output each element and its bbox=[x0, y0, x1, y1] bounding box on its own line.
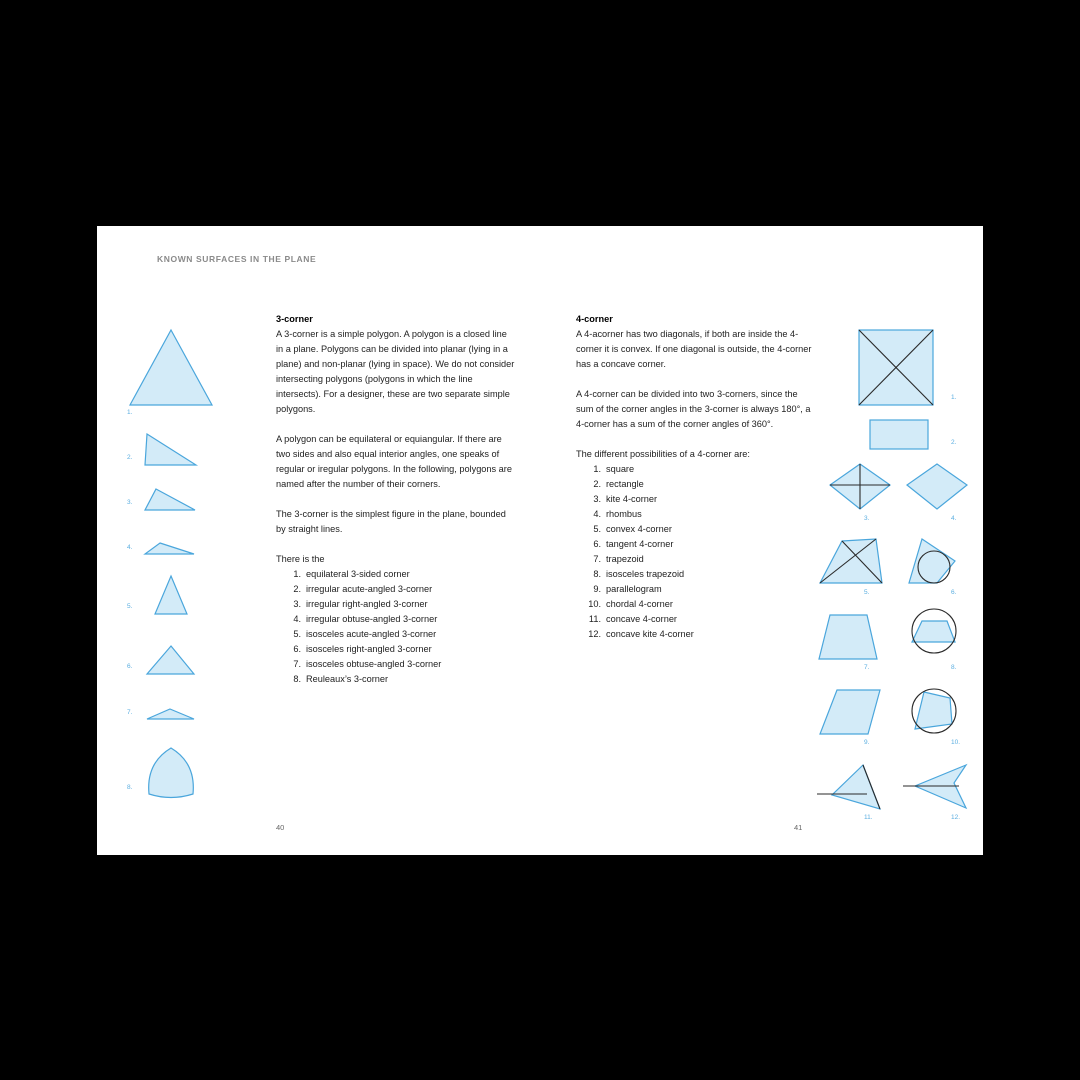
paragraph: A 4-acorner has two diagonals, if both are inside the 4-corner it is convex. If one diagonal is outside, the 4-corner has a concave corner. bbox=[576, 329, 812, 369]
left-fig-label: 7. bbox=[127, 709, 133, 716]
list-item: 4. irregular obtuse-angled 3-corner bbox=[293, 614, 438, 624]
left-fig-label: 5. bbox=[127, 603, 133, 610]
right-fig-label: 12. bbox=[951, 814, 961, 821]
list-item: 10. chordal 4-corner bbox=[588, 599, 673, 609]
left-fig-label: 8. bbox=[127, 784, 133, 791]
list-intro: There is the bbox=[276, 554, 325, 564]
right-fig-label: 2. bbox=[951, 439, 957, 446]
left-fig-label: 3. bbox=[127, 499, 133, 506]
page-number-left: 40 bbox=[276, 823, 285, 832]
left-fig-label: 2. bbox=[127, 454, 133, 461]
rhombus-shape bbox=[907, 464, 967, 509]
list-intro: The different possibilities of a 4-corner are: bbox=[576, 449, 750, 459]
concave-quad-shape bbox=[832, 765, 880, 809]
list-item: 8. Reuleaux’s 3-corner bbox=[293, 674, 389, 684]
list-item: 1. equilateral 3-sided corner bbox=[293, 569, 410, 579]
left-page-text bbox=[276, 312, 516, 687]
right-fig-label: 11. bbox=[864, 814, 873, 821]
list-item: 6. isosceles right-angled 3-corner bbox=[293, 644, 432, 654]
right-fig-label: 9. bbox=[864, 739, 870, 746]
trapezoid-shape bbox=[819, 615, 877, 659]
chordal-quad-shape bbox=[915, 692, 952, 729]
list-item: 3. kite 4-corner bbox=[593, 494, 658, 504]
right-fig-label: 1. bbox=[951, 394, 957, 401]
list-item: 1. square bbox=[593, 464, 635, 474]
paragraph: A polygon can be equilateral or equiangular. If there are two sides and also equal interior angles, one speaks of regular or iregular polygons. In the following, polygons are named after the number of their corners. bbox=[276, 434, 512, 489]
list-item: 8. isosceles trapezoid bbox=[593, 569, 685, 579]
right-page-text bbox=[576, 312, 816, 642]
paragraph: The 3-corner is the simplest figure in the plane, bounded by straight lines. bbox=[276, 509, 506, 534]
left-fig-label: 6. bbox=[127, 663, 133, 670]
right-fig-label: 6. bbox=[951, 589, 957, 596]
right-fig-label: 7. bbox=[864, 664, 870, 671]
running-head: KNOWN SURFACES IN THE PLANE bbox=[157, 254, 317, 264]
list-item: 7. isosceles obtuse-angled 3-corner bbox=[293, 659, 442, 669]
section-heading: 3-corner bbox=[276, 314, 313, 324]
triangle-list bbox=[276, 567, 516, 687]
list-item: 4. rhombus bbox=[593, 509, 642, 519]
left-fig-label: 1. bbox=[127, 409, 133, 416]
section-heading: 4-corner bbox=[576, 314, 613, 324]
list-item: 6. tangent 4-corner bbox=[593, 539, 674, 549]
book-spread bbox=[97, 226, 983, 855]
list-item: 11. concave 4-corner bbox=[588, 614, 677, 624]
rectangle-shape bbox=[870, 420, 928, 449]
list-item: 2. irregular acute-angled 3-corner bbox=[293, 584, 433, 594]
convex-quad-shape bbox=[820, 539, 882, 583]
list-item: 12. concave kite 4-corner bbox=[588, 629, 694, 639]
list-item: 5. convex 4-corner bbox=[593, 524, 672, 534]
right-fig-label: 4. bbox=[951, 515, 957, 522]
quadrilateral-list bbox=[576, 462, 816, 642]
paragraph: A 3-corner is a simple polygon. A polygon is a closed line in a plane. Polygons can be divided into planar (lying in a plane) and non-planar (lying in space). We do not consider intersecting polygons (polygons in which the line intersects). For a designer, these are two separate simple polygons. bbox=[276, 329, 515, 414]
parallelogram-shape bbox=[820, 690, 880, 734]
list-item: 7. trapezoid bbox=[593, 554, 644, 564]
tangent-quad-shape bbox=[909, 539, 955, 583]
list-item: 2. rectangle bbox=[593, 479, 644, 489]
list-item: 9. parallelogram bbox=[593, 584, 662, 594]
quadrilateral-figures bbox=[97, 226, 983, 855]
paragraph: A 4-corner can be divided into two 3-corners, since the sum of the corner angles in the 3-corner is always 180°, a 4-corner has a sum of the corner angles of 360°. bbox=[576, 389, 811, 429]
list-item: 5. isosceles acute-angled 3-corner bbox=[293, 629, 437, 639]
right-fig-label: 3. bbox=[864, 515, 870, 522]
left-fig-label: 4. bbox=[127, 544, 133, 551]
isosceles-trapezoid-shape bbox=[912, 621, 955, 642]
list-item: 3. irregular right-angled 3-corner bbox=[293, 599, 428, 609]
right-fig-label: 5. bbox=[864, 589, 870, 596]
page-number-right: 41 bbox=[794, 823, 803, 832]
right-fig-label: 8. bbox=[951, 664, 957, 671]
right-fig-label: 10. bbox=[951, 739, 961, 746]
